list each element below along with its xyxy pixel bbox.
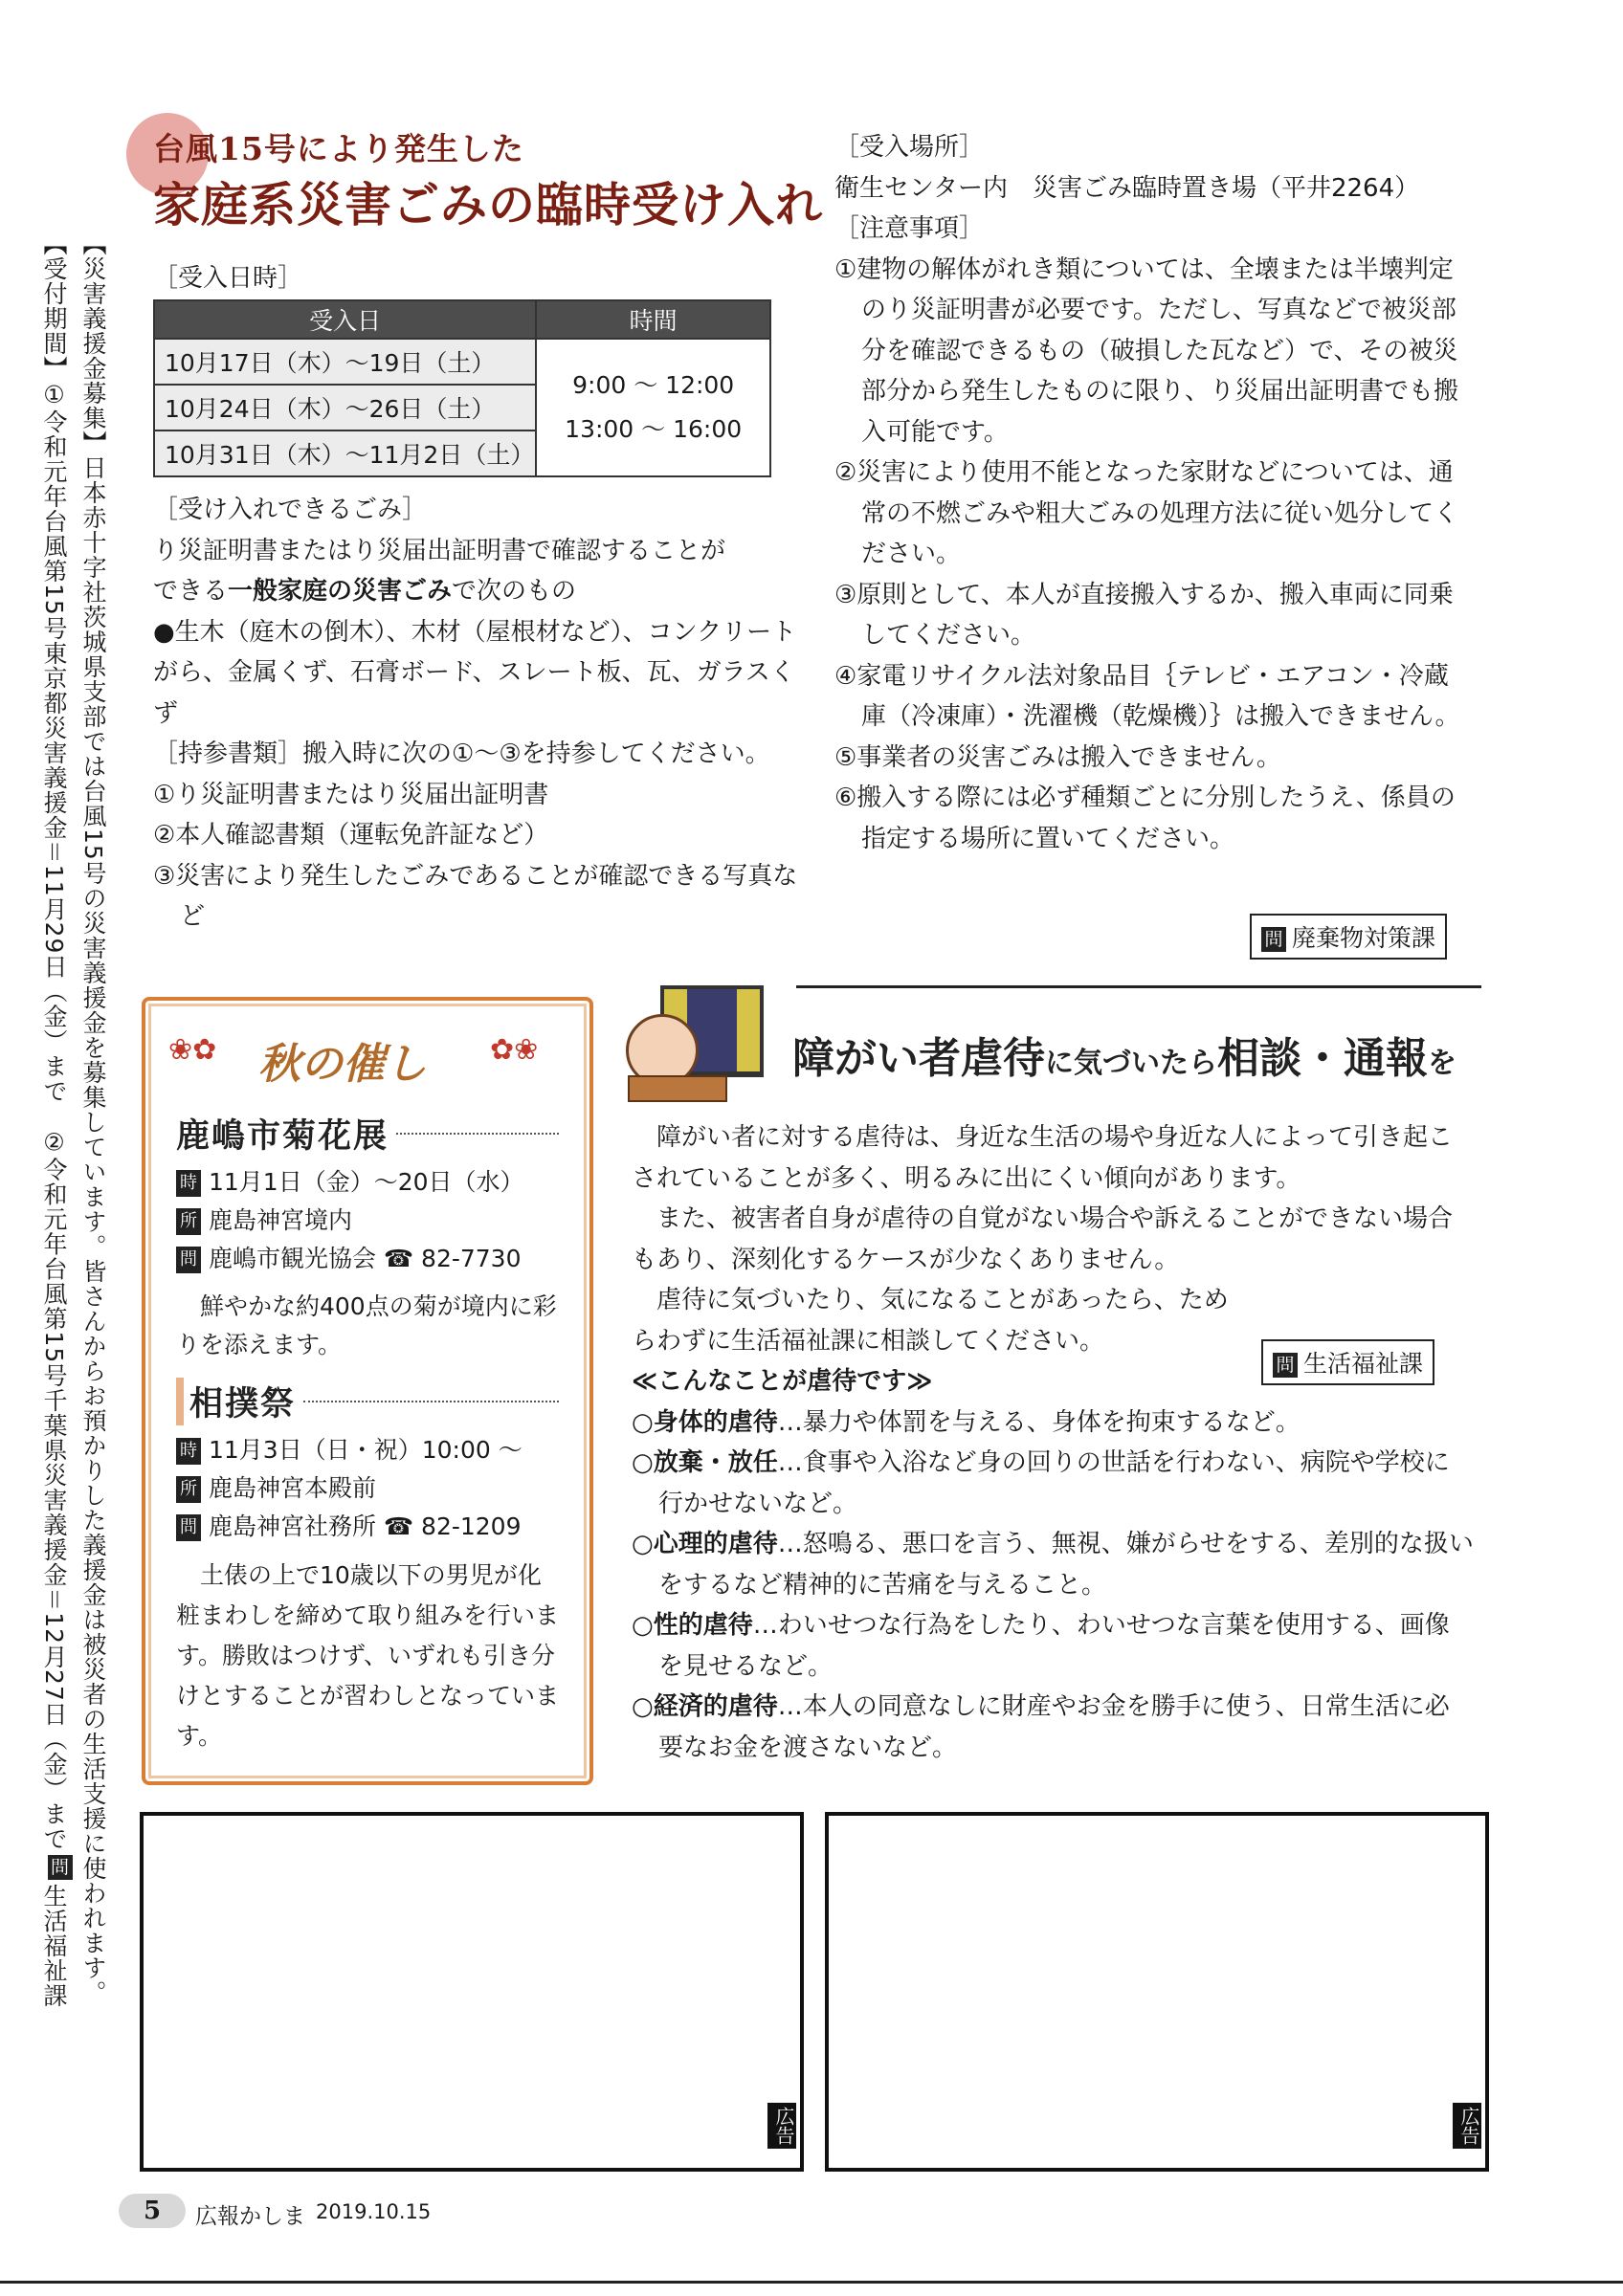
side-notice-line2: 【受付期間】①令和元年台風第15号東京都災害義援金＝11月29日（金）まで ②令和元年台風第15号千葉県災害義援金＝12月27日（金）まで問生活福祉課 [37, 232, 73, 1954]
accepted-line1: り災証明書またはり災届出証明書で確認することが [153, 536, 726, 565]
event2-title: 相撲祭 [176, 1378, 296, 1425]
date-row: 10月31日（木）～11月2日（土） [154, 430, 536, 476]
clock-icon: 時 [176, 1170, 201, 1197]
contact-icon: 問 [176, 1247, 201, 1273]
time-cell: 9:00 ～ 12:00 13:00 ～ 16:00 [536, 339, 770, 476]
event1-time: 時 11月1日（金）～20日（水） [176, 1163, 559, 1202]
disaster-title: 家庭系災害ごみの臨時受け入れ [153, 177, 824, 232]
event1-contact: 問 鹿嶋市観光協会 ☎ 82-7730 [176, 1240, 559, 1278]
place-heading: ［受入場所］ [834, 133, 985, 162]
contact-icon: 問 [1273, 1353, 1298, 1378]
contact-icon: 問 [1261, 927, 1286, 952]
maple-leaf-icon: ❀✿ [168, 1033, 217, 1067]
abuse-item: ○身体的虐待…暴力や体罰を与える、身体を拘束するなど。 [632, 1407, 1301, 1437]
place-text: 衛生センター内 災害ごみ臨時置き場（平井2264） [834, 173, 1420, 203]
date-row: 10月24日（木）～26日（土） [154, 385, 536, 430]
location-icon: 所 [176, 1208, 201, 1235]
ad-label: 広告 [767, 2103, 796, 2149]
waste-dept-badge: 問 廃棄物対策課 [1250, 914, 1447, 960]
section-divider [796, 985, 1481, 988]
note-item: ③原則として、本人が直接搬入するか、搬入車両に同乗してください。 [834, 580, 1454, 650]
publication-name: 広報かしま [195, 2204, 305, 2229]
note-item: ①建物の解体がれき類については、全壊または半壊判定のり災証明書が必要です。ただし、写真などで被災部分を確認できるもの（破損した瓦など）で、その被災部分から発生したものに限り、り災届出証明書でも搬入可能です。 [834, 254, 1459, 447]
event2-contact: 問 鹿島神宮社務所 ☎ 82-1209 [176, 1508, 559, 1546]
abuse-title: 障がい者虐待に気づいたら相談・通報を [792, 1034, 1456, 1083]
event2-time: 時 11月3日（日・祝）10:00 ～ [176, 1431, 559, 1469]
window-curtain [737, 989, 760, 1071]
clock-icon: 時 [176, 1438, 201, 1465]
bottom-rule [0, 2281, 1623, 2284]
schedule-table [153, 299, 771, 477]
abuse-paragraph: 障がい者に対する虐待は、身近な生活の場や身近な人によって引き起こされていることが多く、明るみに出にくい傾向があります。 [632, 1123, 1454, 1193]
abuse-paragraph: また、被害者自身が虐待の自覚がない場合や訴えることができない場合もあり、深刻化するケースが少なくありません。 [632, 1204, 1454, 1274]
ad-box-right[interactable] [825, 1812, 1489, 2172]
event2-place: 所 鹿島神宮本殿前 [176, 1469, 559, 1508]
note-item: ④家電リサイクル法対象品目｛テレビ・エアコン・冷蔵庫（冷凍庫）・洗濯機（乾燥機）｝は搬入できません。 [834, 661, 1460, 731]
note-item: ⑤事業者の災害ごみは搬入できません。 [834, 742, 1281, 772]
note-item: ②災害により使用不能となった家財などについては、通常の不燃ごみや粗大ごみの処理方法に従い処分してください。 [834, 458, 1459, 568]
abuse-item: ○経済的虐待…本人の同意なしに財産やお金を勝手に使う、日常生活に必要なお金を渡さないなど。 [632, 1692, 1450, 1762]
accepted-line2: できる一般家庭の災害ごみで次のもの [153, 577, 577, 606]
accepted-items: ●生木（庭木の倒木）、木材（屋根材など）、コンクリートがら、金属くず、石膏ボード、スレート板、瓦、ガラスくず [153, 617, 797, 728]
autumn-header: 秋の催し [258, 1040, 427, 1089]
date-row: 10月17日（木）～19日（土） [154, 339, 536, 385]
disaster-subtitle: 台風15号により発生した [153, 130, 524, 167]
bring-docs: ［持参書類］搬入時に次の①～③を持参してください。 [153, 740, 770, 768]
maple-leaf-icon: ✿❀ [490, 1033, 539, 1067]
bring-item: ①り災証明書またはり災届出証明書 [153, 780, 549, 809]
title-rule [303, 1401, 559, 1402]
side-notice-line1: 【災害義援金募集】日本赤十字社茨城県支部では台風15号の災害義援金を募集しています。皆さんからお預かりした義援金は被災者の生活支援に使われます。 [79, 232, 107, 2005]
col-time: 時間 [536, 300, 770, 339]
note-item: ⑥搬入する際には必ず種類ごとに分別したうえ、係員の指定する場所に置いてください。 [834, 784, 1456, 853]
bring-item: ③災害により発生したごみであることが確認できる写真など [153, 861, 798, 931]
desk-icon [628, 1075, 727, 1102]
ad-box-left[interactable] [140, 1812, 804, 2172]
col-date: 受入日 [154, 300, 536, 339]
abuse-item: ○放棄・放任…食事や入浴など身の回りの世話を行わない、病院や学校に行かせないなど。 [632, 1448, 1450, 1518]
notes-heading: ［注意事項］ [834, 214, 985, 243]
event2-desc: 土俵の上で10歳以下の男児が化粧まわしを締めて取り組みを行います。勝敗はつけず、いずれも引き分けとすることが習わしとなっています。 [176, 1561, 560, 1750]
side-contact: 生活福祉課 [40, 1883, 68, 2008]
contact-icon: 問 [176, 1514, 201, 1541]
dates-heading: ［受入日時］ [153, 264, 303, 293]
title-rule [396, 1133, 559, 1135]
bring-item: ②本人確認書類（運転免許証など） [153, 821, 549, 850]
publication-date: 2019.10.15 [316, 2200, 432, 2223]
event1-desc: 鮮やかな約400点の菊が境内に彩りを添えます。 [176, 1292, 557, 1358]
abuse-item: ○性的虐待…わいせつな行為をしたり、わいせつな言葉を使用する、画像を見せるなど。 [632, 1611, 1450, 1681]
accepted-heading: ［受け入れできるごみ］ [153, 496, 428, 524]
abuse-item: ○心理的虐待…怒鳴る、悪口を言う、無視、嫌がらせをする、差別的な扱いをするなど精神的に苦痛を与えること。 [632, 1530, 1474, 1600]
abuse-list-heading: ≪こんなことが虐待です≫ [632, 1367, 933, 1396]
page-number: 5 [144, 2197, 162, 2225]
welfare-dept-badge: 問 生活福祉課 [1261, 1339, 1434, 1385]
ad-label: 広告 [1453, 2103, 1481, 2149]
event1-place: 所 鹿島神宮境内 [176, 1202, 559, 1240]
contact-icon: 問 [48, 1855, 73, 1880]
abuse-paragraph: 虐待に気づいたり、気になることがあったら、ためらわずに生活福祉課に相談してください。 [632, 1286, 1229, 1356]
location-icon: 所 [176, 1476, 201, 1503]
event1-title: 鹿嶋市菊花展 [176, 1116, 389, 1156]
